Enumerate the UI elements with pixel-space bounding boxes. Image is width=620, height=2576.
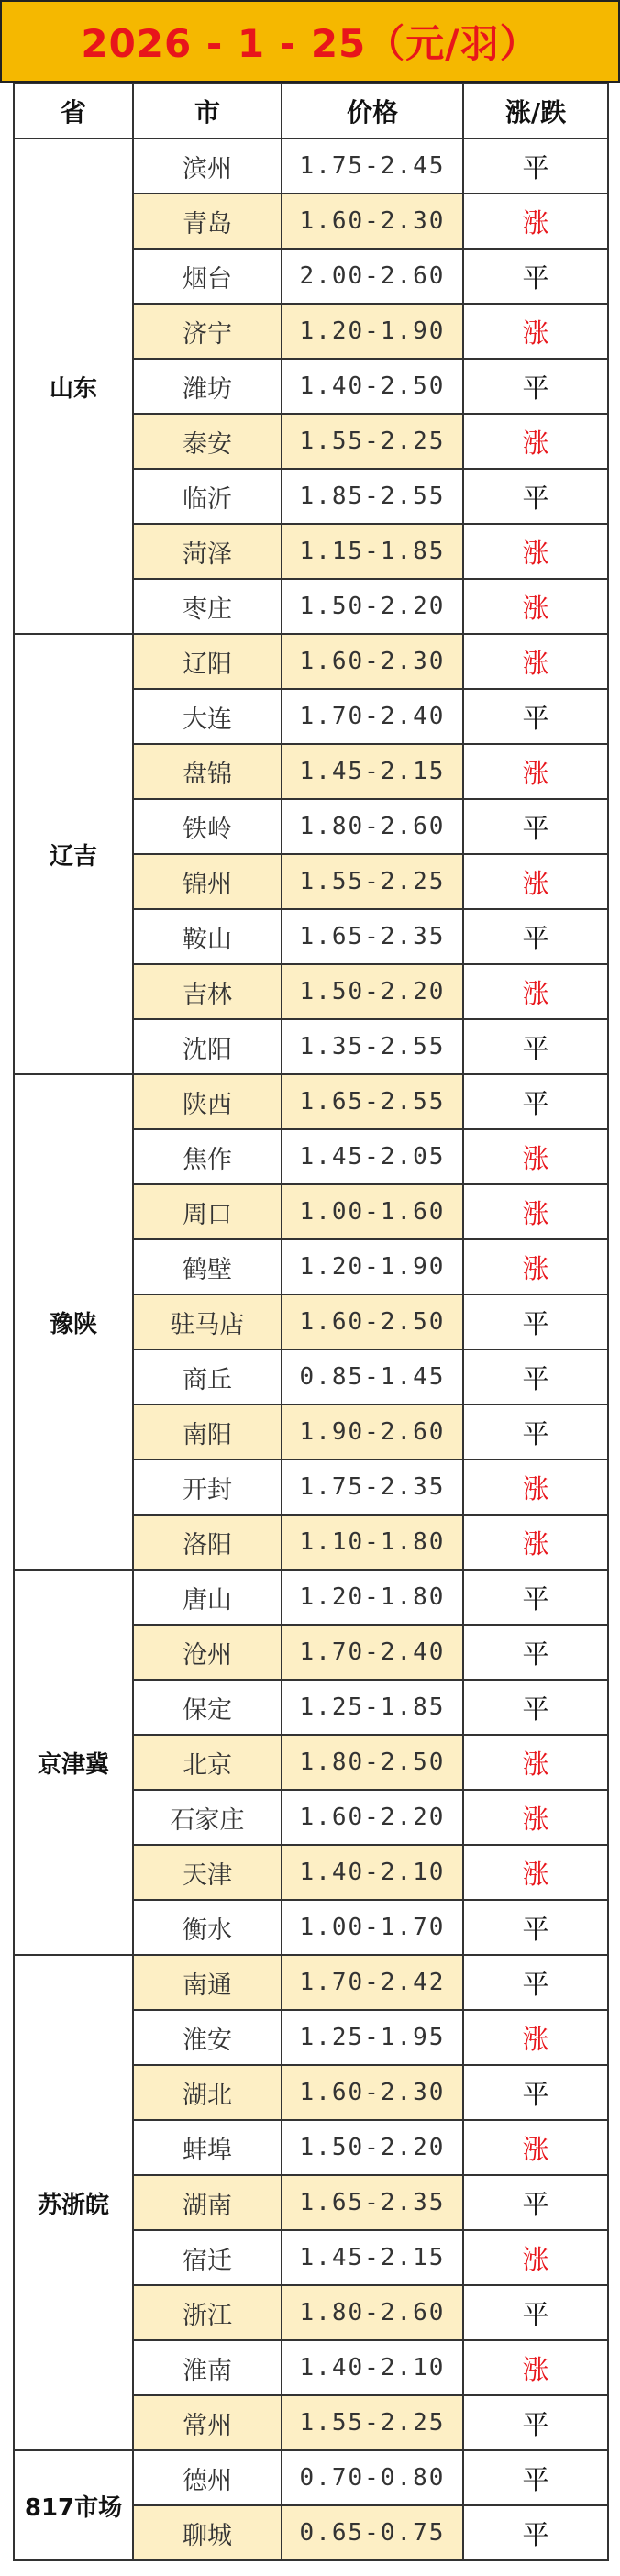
city-cell: 驻马店 bbox=[133, 1294, 282, 1349]
header-row bbox=[14, 83, 608, 139]
city-cell: 辽阳 bbox=[133, 634, 282, 689]
trend-cell: 涨 bbox=[463, 579, 608, 634]
province-cell: 苏浙皖 bbox=[14, 1955, 133, 2450]
city-cell: 唐山 bbox=[133, 1570, 282, 1625]
price-cell: 1.00-1.60 bbox=[282, 1184, 463, 1239]
city-cell: 沈阳 bbox=[133, 1019, 282, 1074]
city-cell: 吉林 bbox=[133, 964, 282, 1019]
price-cell: 1.40-2.10 bbox=[282, 1845, 463, 1900]
price-cell: 1.60-2.30 bbox=[282, 634, 463, 689]
city-cell: 盘锦 bbox=[133, 744, 282, 799]
trend-cell: 平 bbox=[463, 2175, 608, 2230]
city-cell: 锦州 bbox=[133, 854, 282, 909]
price-table bbox=[13, 83, 609, 2561]
trend-cell: 涨 bbox=[463, 2120, 608, 2175]
price-cell: 1.40-2.10 bbox=[282, 2340, 463, 2395]
price-cell: 1.00-1.70 bbox=[282, 1900, 463, 1955]
city-cell: 南阳 bbox=[133, 1405, 282, 1460]
price-cell: 1.70-2.42 bbox=[282, 1955, 463, 2010]
city-cell: 湖北 bbox=[133, 2065, 282, 2120]
city-cell: 湖南 bbox=[133, 2175, 282, 2230]
price-cell: 2.00-2.60 bbox=[282, 249, 463, 304]
price-cell: 1.55-2.25 bbox=[282, 414, 463, 469]
price-cell: 1.60-2.20 bbox=[282, 1790, 463, 1845]
city-cell: 铁岭 bbox=[133, 799, 282, 854]
trend-cell: 涨 bbox=[463, 1845, 608, 1900]
trend-cell: 涨 bbox=[463, 2010, 608, 2065]
price-cell: 1.25-1.85 bbox=[282, 1680, 463, 1735]
price-cell: 1.65-2.55 bbox=[282, 1074, 463, 1129]
table-row bbox=[14, 634, 608, 689]
trend-cell: 涨 bbox=[463, 854, 608, 909]
sheet-title: 2026 - 1 - 25（元/羽） bbox=[0, 0, 620, 83]
price-cell: 1.55-2.25 bbox=[282, 2395, 463, 2450]
trend-cell: 涨 bbox=[463, 2340, 608, 2395]
trend-cell: 平 bbox=[463, 2065, 608, 2120]
city-cell: 烟台 bbox=[133, 249, 282, 304]
city-cell: 德州 bbox=[133, 2450, 282, 2505]
trend-cell: 涨 bbox=[463, 1239, 608, 1294]
city-cell: 开封 bbox=[133, 1460, 282, 1515]
price-cell: 1.45-2.15 bbox=[282, 744, 463, 799]
city-cell: 聊城 bbox=[133, 2505, 282, 2560]
price-cell: 1.65-2.35 bbox=[282, 909, 463, 964]
table-row bbox=[14, 1570, 608, 1625]
price-cell: 1.50-2.20 bbox=[282, 2120, 463, 2175]
city-cell: 周口 bbox=[133, 1184, 282, 1239]
price-cell: 1.65-2.35 bbox=[282, 2175, 463, 2230]
table-body bbox=[14, 139, 608, 2560]
price-cell: 1.10-1.80 bbox=[282, 1515, 463, 1570]
city-cell: 蚌埠 bbox=[133, 2120, 282, 2175]
trend-cell: 平 bbox=[463, 1625, 608, 1680]
province-cell: 京津冀 bbox=[14, 1570, 133, 1955]
trend-cell: 平 bbox=[463, 799, 608, 854]
trend-cell: 平 bbox=[463, 1570, 608, 1625]
trend-cell: 涨 bbox=[463, 524, 608, 579]
trend-cell: 平 bbox=[463, 1349, 608, 1405]
city-cell: 枣庄 bbox=[133, 579, 282, 634]
price-cell: 1.45-2.15 bbox=[282, 2230, 463, 2285]
table-row bbox=[14, 139, 608, 194]
trend-cell: 涨 bbox=[463, 1515, 608, 1570]
trend-cell: 涨 bbox=[463, 1735, 608, 1790]
city-cell: 商丘 bbox=[133, 1349, 282, 1405]
price-cell: 1.75-2.35 bbox=[282, 1460, 463, 1515]
city-cell: 潍坊 bbox=[133, 359, 282, 414]
province-cell: 817市场 bbox=[14, 2450, 133, 2560]
header-price: 价格 bbox=[282, 83, 463, 139]
city-cell: 淮南 bbox=[133, 2340, 282, 2395]
city-cell: 陕西 bbox=[133, 1074, 282, 1129]
trend-cell: 平 bbox=[463, 139, 608, 194]
trend-cell: 平 bbox=[463, 1074, 608, 1129]
trend-cell: 平 bbox=[463, 2505, 608, 2560]
price-cell: 1.35-2.55 bbox=[282, 1019, 463, 1074]
city-cell: 淮安 bbox=[133, 2010, 282, 2065]
city-cell: 沧州 bbox=[133, 1625, 282, 1680]
city-cell: 石家庄 bbox=[133, 1790, 282, 1845]
price-cell: 1.80-2.60 bbox=[282, 799, 463, 854]
trend-cell: 平 bbox=[463, 1294, 608, 1349]
trend-cell: 涨 bbox=[463, 304, 608, 359]
trend-cell: 平 bbox=[463, 1680, 608, 1735]
city-cell: 临沂 bbox=[133, 469, 282, 524]
city-cell: 滨州 bbox=[133, 139, 282, 194]
trend-cell: 平 bbox=[463, 1955, 608, 2010]
city-cell: 鞍山 bbox=[133, 909, 282, 964]
city-cell: 泰安 bbox=[133, 414, 282, 469]
city-cell: 大连 bbox=[133, 689, 282, 744]
price-cell: 0.65-0.75 bbox=[282, 2505, 463, 2560]
trend-cell: 涨 bbox=[463, 634, 608, 689]
price-cell: 1.60-2.30 bbox=[282, 194, 463, 249]
city-cell: 洛阳 bbox=[133, 1515, 282, 1570]
trend-cell: 涨 bbox=[463, 964, 608, 1019]
trend-cell: 平 bbox=[463, 1405, 608, 1460]
city-cell: 衡水 bbox=[133, 1900, 282, 1955]
province-cell: 辽吉 bbox=[14, 634, 133, 1074]
city-cell: 浙江 bbox=[133, 2285, 282, 2340]
header-province: 省 bbox=[14, 83, 133, 139]
price-cell: 1.55-2.25 bbox=[282, 854, 463, 909]
price-cell: 0.85-1.45 bbox=[282, 1349, 463, 1405]
city-cell: 鹤壁 bbox=[133, 1239, 282, 1294]
province-cell: 山东 bbox=[14, 139, 133, 634]
table-row bbox=[14, 1074, 608, 1129]
city-cell: 保定 bbox=[133, 1680, 282, 1735]
trend-cell: 平 bbox=[463, 1900, 608, 1955]
table-row bbox=[14, 1955, 608, 2010]
province-cell: 豫陕 bbox=[14, 1074, 133, 1570]
table-row bbox=[14, 2450, 608, 2505]
header-city: 市 bbox=[133, 83, 282, 139]
city-cell: 济宁 bbox=[133, 304, 282, 359]
trend-cell: 平 bbox=[463, 2395, 608, 2450]
price-cell: 1.60-2.50 bbox=[282, 1294, 463, 1349]
header-trend: 涨/跌 bbox=[463, 83, 608, 139]
price-cell: 1.15-1.85 bbox=[282, 524, 463, 579]
price-cell: 1.70-2.40 bbox=[282, 1625, 463, 1680]
trend-cell: 涨 bbox=[463, 1460, 608, 1515]
city-cell: 焦作 bbox=[133, 1129, 282, 1184]
price-cell: 0.70-0.80 bbox=[282, 2450, 463, 2505]
trend-cell: 涨 bbox=[463, 1184, 608, 1239]
price-cell: 1.20-1.90 bbox=[282, 1239, 463, 1294]
price-cell: 1.60-2.30 bbox=[282, 2065, 463, 2120]
price-cell: 1.20-1.80 bbox=[282, 1570, 463, 1625]
price-cell: 1.90-2.60 bbox=[282, 1405, 463, 1460]
trend-cell: 平 bbox=[463, 2285, 608, 2340]
trend-cell: 平 bbox=[463, 469, 608, 524]
price-cell: 1.75-2.45 bbox=[282, 139, 463, 194]
trend-cell: 涨 bbox=[463, 1129, 608, 1184]
city-cell: 北京 bbox=[133, 1735, 282, 1790]
price-cell: 1.70-2.40 bbox=[282, 689, 463, 744]
trend-cell: 平 bbox=[463, 249, 608, 304]
trend-cell: 平 bbox=[463, 2450, 608, 2505]
trend-cell: 涨 bbox=[463, 2230, 608, 2285]
price-cell: 1.40-2.50 bbox=[282, 359, 463, 414]
price-cell: 1.80-2.60 bbox=[282, 2285, 463, 2340]
price-cell: 1.85-2.55 bbox=[282, 469, 463, 524]
price-cell: 1.80-2.50 bbox=[282, 1735, 463, 1790]
price-cell: 1.50-2.20 bbox=[282, 964, 463, 1019]
city-cell: 天津 bbox=[133, 1845, 282, 1900]
trend-cell: 涨 bbox=[463, 744, 608, 799]
price-cell: 1.50-2.20 bbox=[282, 579, 463, 634]
trend-cell: 涨 bbox=[463, 194, 608, 249]
trend-cell: 平 bbox=[463, 1019, 608, 1074]
trend-cell: 平 bbox=[463, 359, 608, 414]
price-cell: 1.25-1.95 bbox=[282, 2010, 463, 2065]
price-cell: 1.45-2.05 bbox=[282, 1129, 463, 1184]
trend-cell: 平 bbox=[463, 689, 608, 744]
price-cell: 1.20-1.90 bbox=[282, 304, 463, 359]
city-cell: 青岛 bbox=[133, 194, 282, 249]
trend-cell: 涨 bbox=[463, 414, 608, 469]
city-cell: 南通 bbox=[133, 1955, 282, 2010]
city-cell: 常州 bbox=[133, 2395, 282, 2450]
city-cell: 宿迁 bbox=[133, 2230, 282, 2285]
trend-cell: 平 bbox=[463, 909, 608, 964]
city-cell: 菏泽 bbox=[133, 524, 282, 579]
trend-cell: 涨 bbox=[463, 1790, 608, 1845]
